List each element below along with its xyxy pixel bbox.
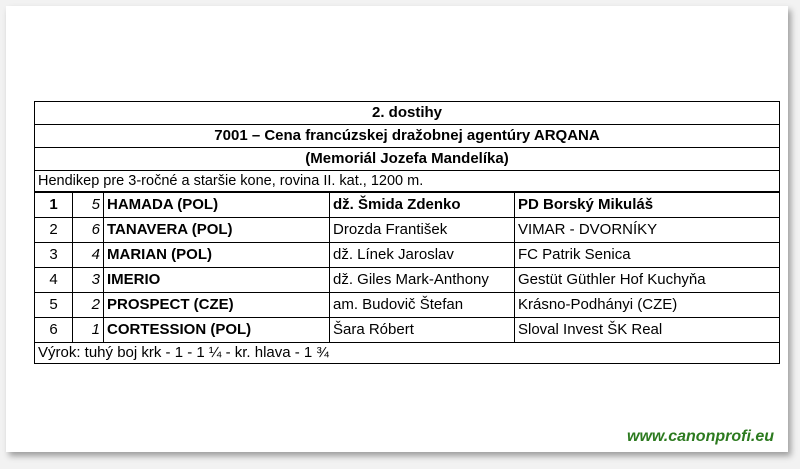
watermark-url: www.canonprofi.eu [627,428,774,445]
finish-margins: Výrok: tuhý boj krk - 1 - 1 ¼ - kr. hlava - 1 ¾ [35,343,780,364]
owner-name: VIMAR - DVORNÍKY [515,218,780,243]
start-number: 6 [73,218,104,243]
start-number: 2 [73,293,104,318]
owner-name: PD Borský Mikuláš [515,192,780,218]
horse-name: IMERIO [104,268,330,293]
finish-position: 5 [35,293,73,318]
jockey-name: dž. Giles Mark-Anthony [330,268,515,293]
horse-name: MARIAN (POL) [104,243,330,268]
owner-name: Sloval Invest ŠK Real [515,318,780,343]
jockey-name: dž. Šmida Zdenko [330,192,515,218]
finish-position: 3 [35,243,73,268]
race-results-table [34,101,780,364]
start-number: 5 [73,192,104,218]
jockey-name: am. Budovič Štefan [330,293,515,318]
table-row [35,293,780,318]
margins-row [35,343,780,364]
finish-position: 1 [35,192,73,218]
horse-name: PROSPECT (CZE) [104,293,330,318]
owner-name: Gestüt Güthler Hof Kuchyňa [515,268,780,293]
table-row [35,268,780,293]
race-memorial: (Memoriál Jozefa Mandelíka) [35,148,780,171]
owner-name: Krásno-Podhányi (CZE) [515,293,780,318]
jockey-name: Šara Róbert [330,318,515,343]
horse-name: TANAVERA (POL) [104,218,330,243]
race-conditions-row [35,171,780,193]
owner-name: FC Patrik Senica [515,243,780,268]
finish-position: 4 [35,268,73,293]
table-row [35,243,780,268]
race-name-row [35,125,780,148]
results-sheet [6,6,788,452]
table-row [35,318,780,343]
race-title: 2. dostihy [35,102,780,125]
finish-position: 2 [35,218,73,243]
table-row [35,218,780,243]
horse-name: CORTESSION (POL) [104,318,330,343]
start-number: 1 [73,318,104,343]
jockey-name: dž. Línek Jaroslav [330,243,515,268]
start-number: 4 [73,243,104,268]
horse-name: HAMADA (POL) [104,192,330,218]
finish-position: 6 [35,318,73,343]
race-memorial-row [35,148,780,171]
race-conditions: Hendikep pre 3-ročné a staršie kone, rovina II. kat., 1200 m. [35,171,780,193]
start-number: 3 [73,268,104,293]
race-title-row [35,102,780,125]
table-row [35,192,780,218]
jockey-name: Drozda František [330,218,515,243]
race-name: 7001 – Cena francúzskej dražobnej agentúry ARQANA [35,125,780,148]
